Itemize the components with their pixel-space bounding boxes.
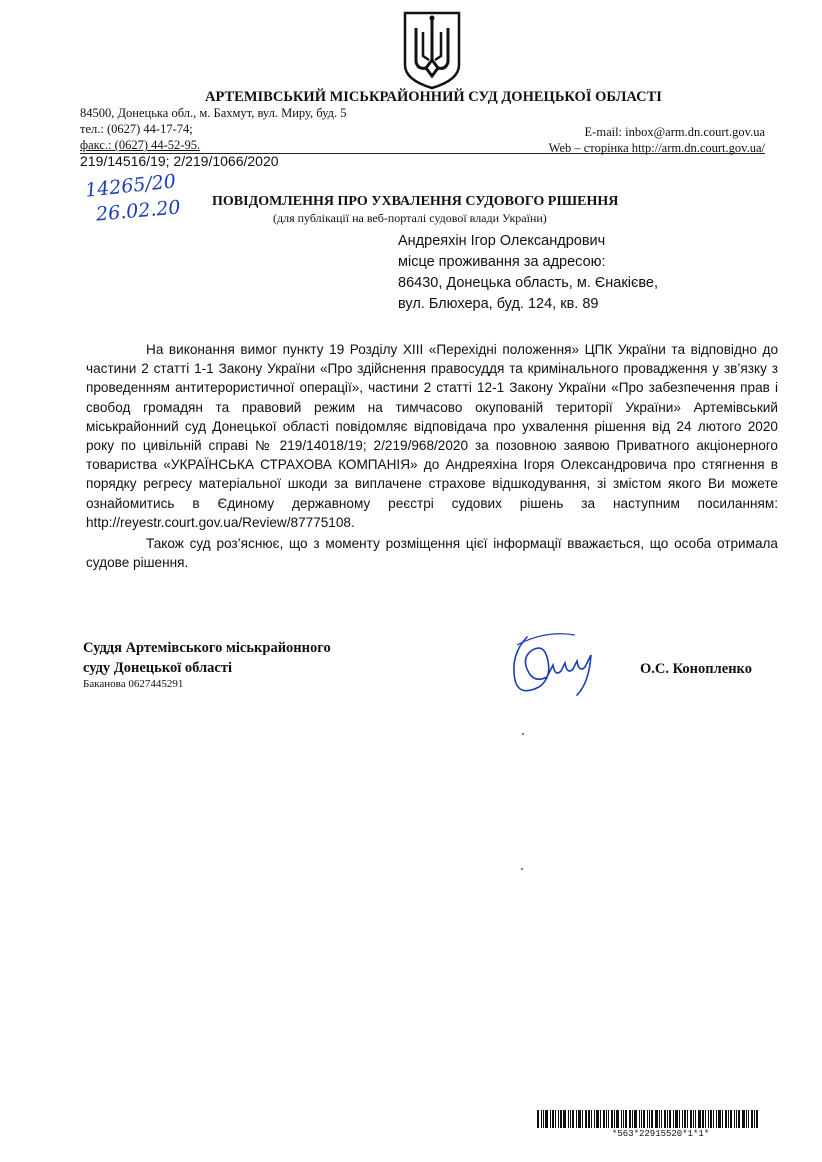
barcode-bar [552, 1110, 554, 1128]
barcode-bar [682, 1110, 683, 1128]
barcode-bar [629, 1110, 631, 1128]
barcode-bar [563, 1110, 566, 1128]
barcode-bar [754, 1110, 755, 1128]
barcode-bar [623, 1110, 624, 1128]
barcode-bar [693, 1110, 694, 1128]
document-title: ПОВІДОМЛЕННЯ ПРО УХВАЛЕННЯ СУДОВОГО РІШЕННЯ [212, 194, 619, 209]
barcode-bar [736, 1110, 737, 1128]
barcode-bar [734, 1110, 735, 1128]
clerk-contact: Баканова 0627445291 [83, 678, 184, 690]
barcode-bar [545, 1110, 548, 1128]
barcode-bar [576, 1110, 577, 1128]
barcode-bar [655, 1110, 658, 1128]
barcode-bar [537, 1110, 539, 1128]
court-phone: тел.: (0627) 44-17-74; [80, 122, 193, 136]
barcode-bar [558, 1110, 559, 1128]
barcode-bar [570, 1110, 571, 1128]
judge-title-line2: суду Донецької області [83, 660, 233, 676]
barcode-bar [690, 1110, 692, 1128]
barcode-bar [568, 1110, 569, 1128]
barcode-bar [591, 1110, 592, 1128]
barcode-bar [578, 1110, 581, 1128]
barcode-bar [543, 1110, 544, 1128]
barcode-bar [716, 1110, 717, 1128]
barcode-bar [649, 1110, 650, 1128]
barcode-bar [541, 1110, 542, 1128]
scan-speck [521, 868, 523, 870]
document-barcode [537, 1110, 769, 1128]
barcode-bar [730, 1110, 732, 1128]
barcode-bar [594, 1110, 595, 1128]
handwritten-signature [505, 625, 605, 700]
barcode-bar [555, 1110, 556, 1128]
barcode-bar [582, 1110, 583, 1128]
barcode-bar [625, 1110, 627, 1128]
barcode-bar [725, 1110, 727, 1128]
barcode-bar [705, 1110, 706, 1128]
barcode-bar [560, 1110, 562, 1128]
notice-body [86, 340, 778, 572]
barcode-bar [702, 1110, 704, 1128]
barcode-bar [708, 1110, 709, 1128]
barcode-bar [614, 1110, 615, 1128]
barcode-bar [600, 1110, 601, 1128]
barcode-bar [695, 1110, 696, 1128]
handwritten-registration-number: 14265/20 [84, 170, 177, 202]
barcode-bar [634, 1110, 637, 1128]
barcode-bar [713, 1110, 714, 1128]
barcode-bar [684, 1110, 686, 1128]
barcode-bar [550, 1110, 551, 1128]
barcode-bar [667, 1110, 668, 1128]
body-paragraph-main: На виконання вимог пункту 19 Розділу XIII «Перехідні положення» ЦПК України та відповідно до частини 2 статті 1-1 Закону України «Про здійснення правосуддя та кримінального провадження у зв’язку з проведенням антитерористичної операції», частини 2 статті 12-1 Закону України «Про забезпечення прав і свобод громадян та правовий режим на тимчасово окупованій території України» Артемівський міськрайонний суд Донецької області повідомляє відповідача про ухвалення рішення від 24 лютого 2020 року по цивільній справі № 219/14018/19; 2/219/968/2020 за позовною заявою Приватного акціонерного товариства «УКРАЇНСЬКА СТРАХОВА КОМПАНІЯ» до Андреяхіна Ігоря Олександровича про стягнення в порядку регресу матеріальної шкоди за виплачене страхове відшкодування, зі змістом якого Ви можете ознайомитись в Єдиному державному реєстрі судових рішень за наступним посиланням: http://reyestr.court.gov.ua/Review/87775108. [86, 342, 778, 530]
case-numbers: 219/14516/19; 2/219/1066/2020 [80, 153, 279, 169]
recipient-address-label: місце проживання за адресою: [398, 254, 606, 270]
recipient-city: 86430, Донецька область, м. Єнакієве, [398, 275, 658, 291]
document-subtitle: (для публікації на веб-порталі судової влади України) [273, 211, 547, 225]
barcode-bar [679, 1110, 680, 1128]
barcode-bar [611, 1110, 613, 1128]
barcode-bar [588, 1110, 590, 1128]
signer-name: О.С. Конопленко [640, 661, 752, 677]
recipient-street: вул. Блюхера, буд. 124, кв. 89 [398, 296, 599, 312]
barcode-bar [728, 1110, 729, 1128]
barcode-bar [621, 1110, 622, 1128]
barcode-bar [738, 1110, 740, 1128]
court-address: 84500, Донецька обл., м. Бахмут, вул. Миру, буд. 5 [80, 106, 347, 120]
barcode-bar [572, 1110, 574, 1128]
barcode-bar [632, 1110, 633, 1128]
barcode-bar [661, 1110, 662, 1128]
barcode-bar [748, 1110, 749, 1128]
barcode-bar [603, 1110, 605, 1128]
barcode-bar [641, 1110, 642, 1128]
recipient-block [398, 231, 658, 315]
barcode-bar [651, 1110, 653, 1128]
barcode-bar [608, 1110, 609, 1128]
barcode-bar [664, 1110, 666, 1128]
barcode-bar [687, 1110, 688, 1128]
barcode-bar [616, 1110, 619, 1128]
barcode-bar [746, 1110, 747, 1128]
barcode-bar [639, 1110, 640, 1128]
court-fax: факс.: (0627) 44-52-95. [80, 138, 201, 152]
barcode-bar [643, 1110, 645, 1128]
court-name: АРТЕМІВСЬКИЙ МІСЬКРАЙОННИЙ СУД ДОНЕЦЬКОЇ ОБЛАСТІ [205, 89, 662, 105]
barcode-number: *563*22915520*1*1* [612, 1129, 710, 1139]
scan-speck [522, 733, 524, 735]
barcode-bar [722, 1110, 723, 1128]
recipient-name: Андреяхін Ігор Олександрович [398, 233, 606, 249]
court-email[interactable]: E-mail: inbox@arm.dn.court.gov.ua [584, 125, 765, 139]
barcode-bar [756, 1110, 758, 1128]
coat-of-arms-emblem [402, 10, 462, 90]
court-website-link[interactable]: Web – сторінка http://arm.dn.court.gov.ua/ [548, 141, 765, 155]
barcode-bar [673, 1110, 674, 1128]
body-paragraph-clarification: Також суд роз’яснює, що з моменту розміщення цієї інформації вважається, що особа отримала судове рішення. [86, 536, 778, 571]
barcode-bar [606, 1110, 607, 1128]
judge-title [83, 638, 331, 678]
barcode-bar [669, 1110, 671, 1128]
barcode-bar [647, 1110, 648, 1128]
barcode-bar [596, 1110, 599, 1128]
barcode-bar [751, 1110, 753, 1128]
barcode-bar [718, 1110, 721, 1128]
judge-title-line1: Суддя Артемівського міськрайонного [83, 640, 331, 656]
handwritten-date: 26.02.20 [95, 196, 182, 226]
barcode-bar [710, 1110, 712, 1128]
barcode-bar [659, 1110, 660, 1128]
barcode-bar [585, 1110, 587, 1128]
barcode-bar [698, 1110, 701, 1128]
barcode-bar [675, 1110, 678, 1128]
barcode-bar [742, 1110, 745, 1128]
